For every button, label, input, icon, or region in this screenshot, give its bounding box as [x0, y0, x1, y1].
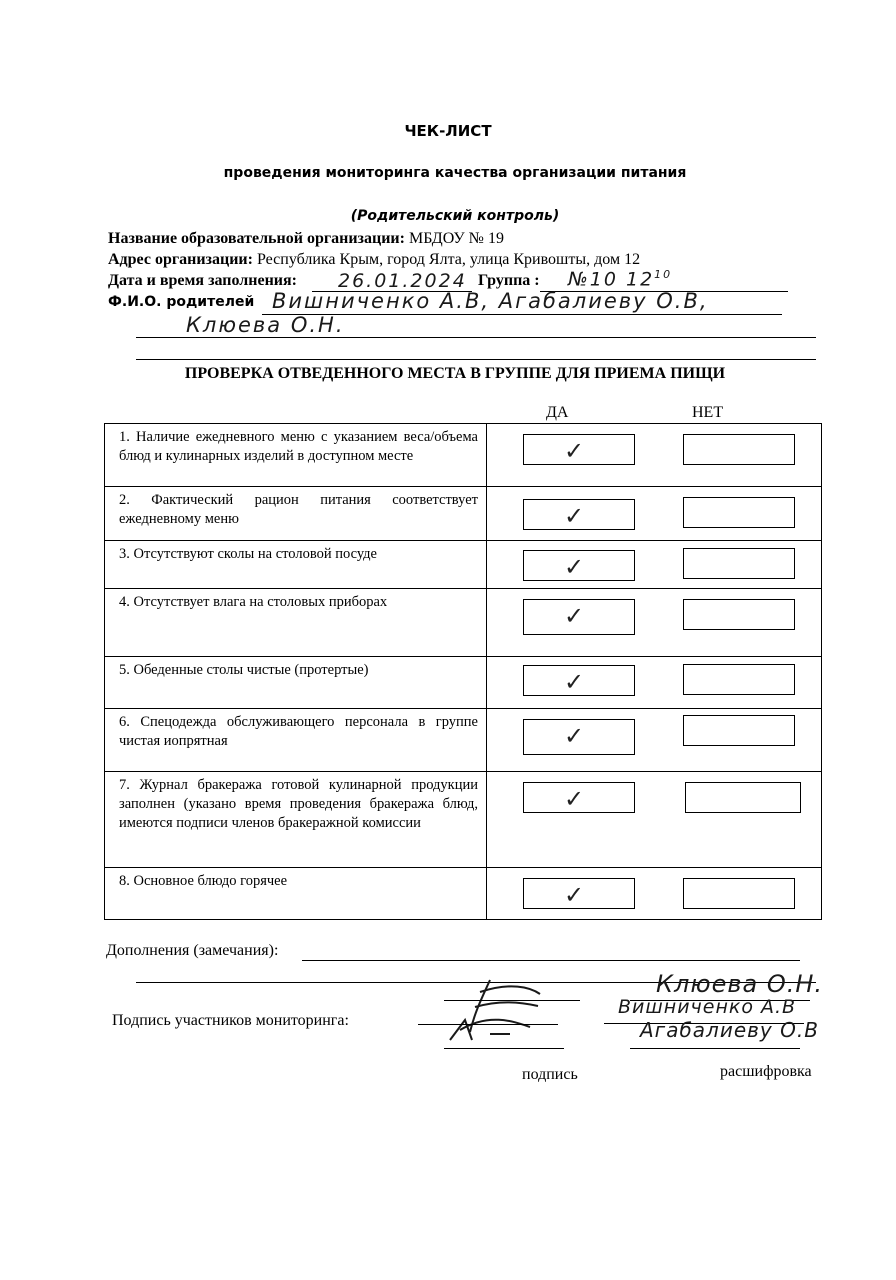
item-text: 4. Отсутствует влага на столовых приборах	[105, 589, 487, 657]
notes-underline-1	[302, 960, 800, 961]
check-mark-icon: ✓	[564, 502, 585, 530]
table-row	[105, 541, 822, 589]
decode-name-3: Агабалиеву О.В	[640, 1018, 819, 1042]
decode-line-3	[630, 1048, 800, 1049]
parents-underline-2	[136, 337, 816, 338]
signature-scribbles	[420, 972, 590, 1052]
answer-cell	[487, 709, 822, 772]
table-row	[105, 589, 822, 657]
section-title: ПРОВЕРКА ОТВЕДЕННОГО МЕСТА В ГРУППЕ ДЛЯ ПРИЕМА ПИЩИ	[184, 365, 726, 382]
date-label: Дата и время заполнения:	[108, 272, 298, 289]
yes-checkbox[interactable]	[523, 550, 635, 581]
check-mark-icon: ✓	[564, 668, 585, 696]
no-checkbox[interactable]	[683, 497, 795, 528]
answer-cell	[487, 589, 822, 657]
no-checkbox[interactable]	[683, 664, 795, 695]
check-mark-icon: ✓	[564, 553, 585, 581]
address-label: Адрес организации:	[108, 251, 253, 268]
yes-checkbox[interactable]	[523, 434, 635, 465]
answer-cell	[487, 487, 822, 541]
col-no-header: НЕТ	[692, 404, 724, 421]
check-mark-icon: ✓	[564, 437, 585, 465]
parents-underline-3	[136, 359, 816, 360]
answer-cell	[487, 868, 822, 920]
table-row	[105, 487, 822, 541]
sign-line-3	[444, 1048, 564, 1049]
no-checkbox[interactable]	[683, 599, 795, 630]
item-text: 5. Обеденные столы чистые (протертые)	[105, 657, 487, 709]
org-label: Название образовательной организации:	[108, 230, 405, 247]
table-row	[105, 868, 822, 920]
checklist-table	[104, 423, 822, 920]
signature-label: Подпись участников мониторинга:	[112, 1012, 349, 1029]
col-yes-header: ДА	[546, 404, 569, 421]
no-checkbox[interactable]	[683, 548, 795, 579]
item-text: 8. Основное блюдо горячее	[105, 868, 487, 920]
answer-cell	[487, 541, 822, 589]
group-value: №10 $12^{10}$	[568, 268, 673, 291]
org-line	[108, 230, 504, 248]
check-mark-icon: ✓	[564, 881, 585, 909]
address-line	[108, 251, 640, 269]
check-mark-icon: ✓	[564, 722, 585, 750]
yes-checkbox[interactable]	[523, 719, 635, 755]
item-text: 3. Отсутствуют сколы на столовой посуде	[105, 541, 487, 589]
no-checkbox[interactable]	[683, 878, 795, 909]
parents-label: Ф.И.О. родителей	[108, 294, 255, 310]
no-checkbox[interactable]	[683, 434, 795, 465]
group-label: Группа :	[478, 272, 540, 289]
item-text: 2. Фактический рацион питания соответствует ежедневному меню	[105, 487, 487, 541]
answer-cell	[487, 772, 822, 868]
org-value: МБДОУ № 19	[408, 230, 504, 247]
yes-checkbox[interactable]	[523, 499, 635, 530]
sign-line-1	[444, 1000, 580, 1001]
answer-cell	[487, 424, 822, 487]
item-text: 1. Наличие ежедневного меню с указанием веса/объема блюд и кулинарных изделий в доступном месте	[105, 424, 487, 487]
item-text: 6. Спецодежда обслуживающего персонала в группе чистая иопрятная	[105, 709, 487, 772]
decode-name-1: Клюева О.Н.	[656, 970, 824, 998]
yes-checkbox[interactable]	[523, 782, 635, 813]
decode-name-2: Вишниченко А.В	[618, 996, 797, 1018]
yes-checkbox[interactable]	[523, 665, 635, 696]
control-type: (Родительский контроль)	[350, 208, 560, 224]
parents-value-2: Клюева О.Н.	[186, 313, 345, 337]
sign-line-2	[418, 1024, 558, 1025]
table-row	[105, 709, 822, 772]
check-mark-icon: ✓	[564, 785, 585, 813]
decode-caption: расшифровка	[720, 1063, 812, 1080]
date-line	[108, 272, 297, 290]
sign-caption: подпись	[522, 1066, 578, 1083]
answer-cell	[487, 657, 822, 709]
yes-checkbox[interactable]	[523, 599, 635, 635]
notes-label: Дополнения (замечания):	[106, 942, 279, 959]
no-checkbox[interactable]	[683, 715, 795, 746]
table-row	[105, 772, 822, 868]
document-subtitle: проведения мониторинга качества организации питания	[223, 165, 687, 181]
check-mark-icon: ✓	[564, 602, 585, 630]
date-value: 26.01.2024	[338, 270, 467, 292]
yes-checkbox[interactable]	[523, 878, 635, 909]
table-row	[105, 424, 822, 487]
no-checkbox[interactable]	[685, 782, 801, 813]
document-title: ЧЕК-ЛИСТ	[404, 122, 492, 140]
item-text: 7. Журнал бракеража готовой кулинарной продукции заполнен (указано время проведения бракеража блюд, имеются подписи членов бракеражной комиссии	[105, 772, 487, 868]
table-row	[105, 657, 822, 709]
address-value: Республика Крым, город Ялта, улица Кривошты, дом 12	[256, 251, 641, 268]
parents-value-1: Вишниченко А.В, Агабалиеву О.В,	[272, 289, 709, 313]
